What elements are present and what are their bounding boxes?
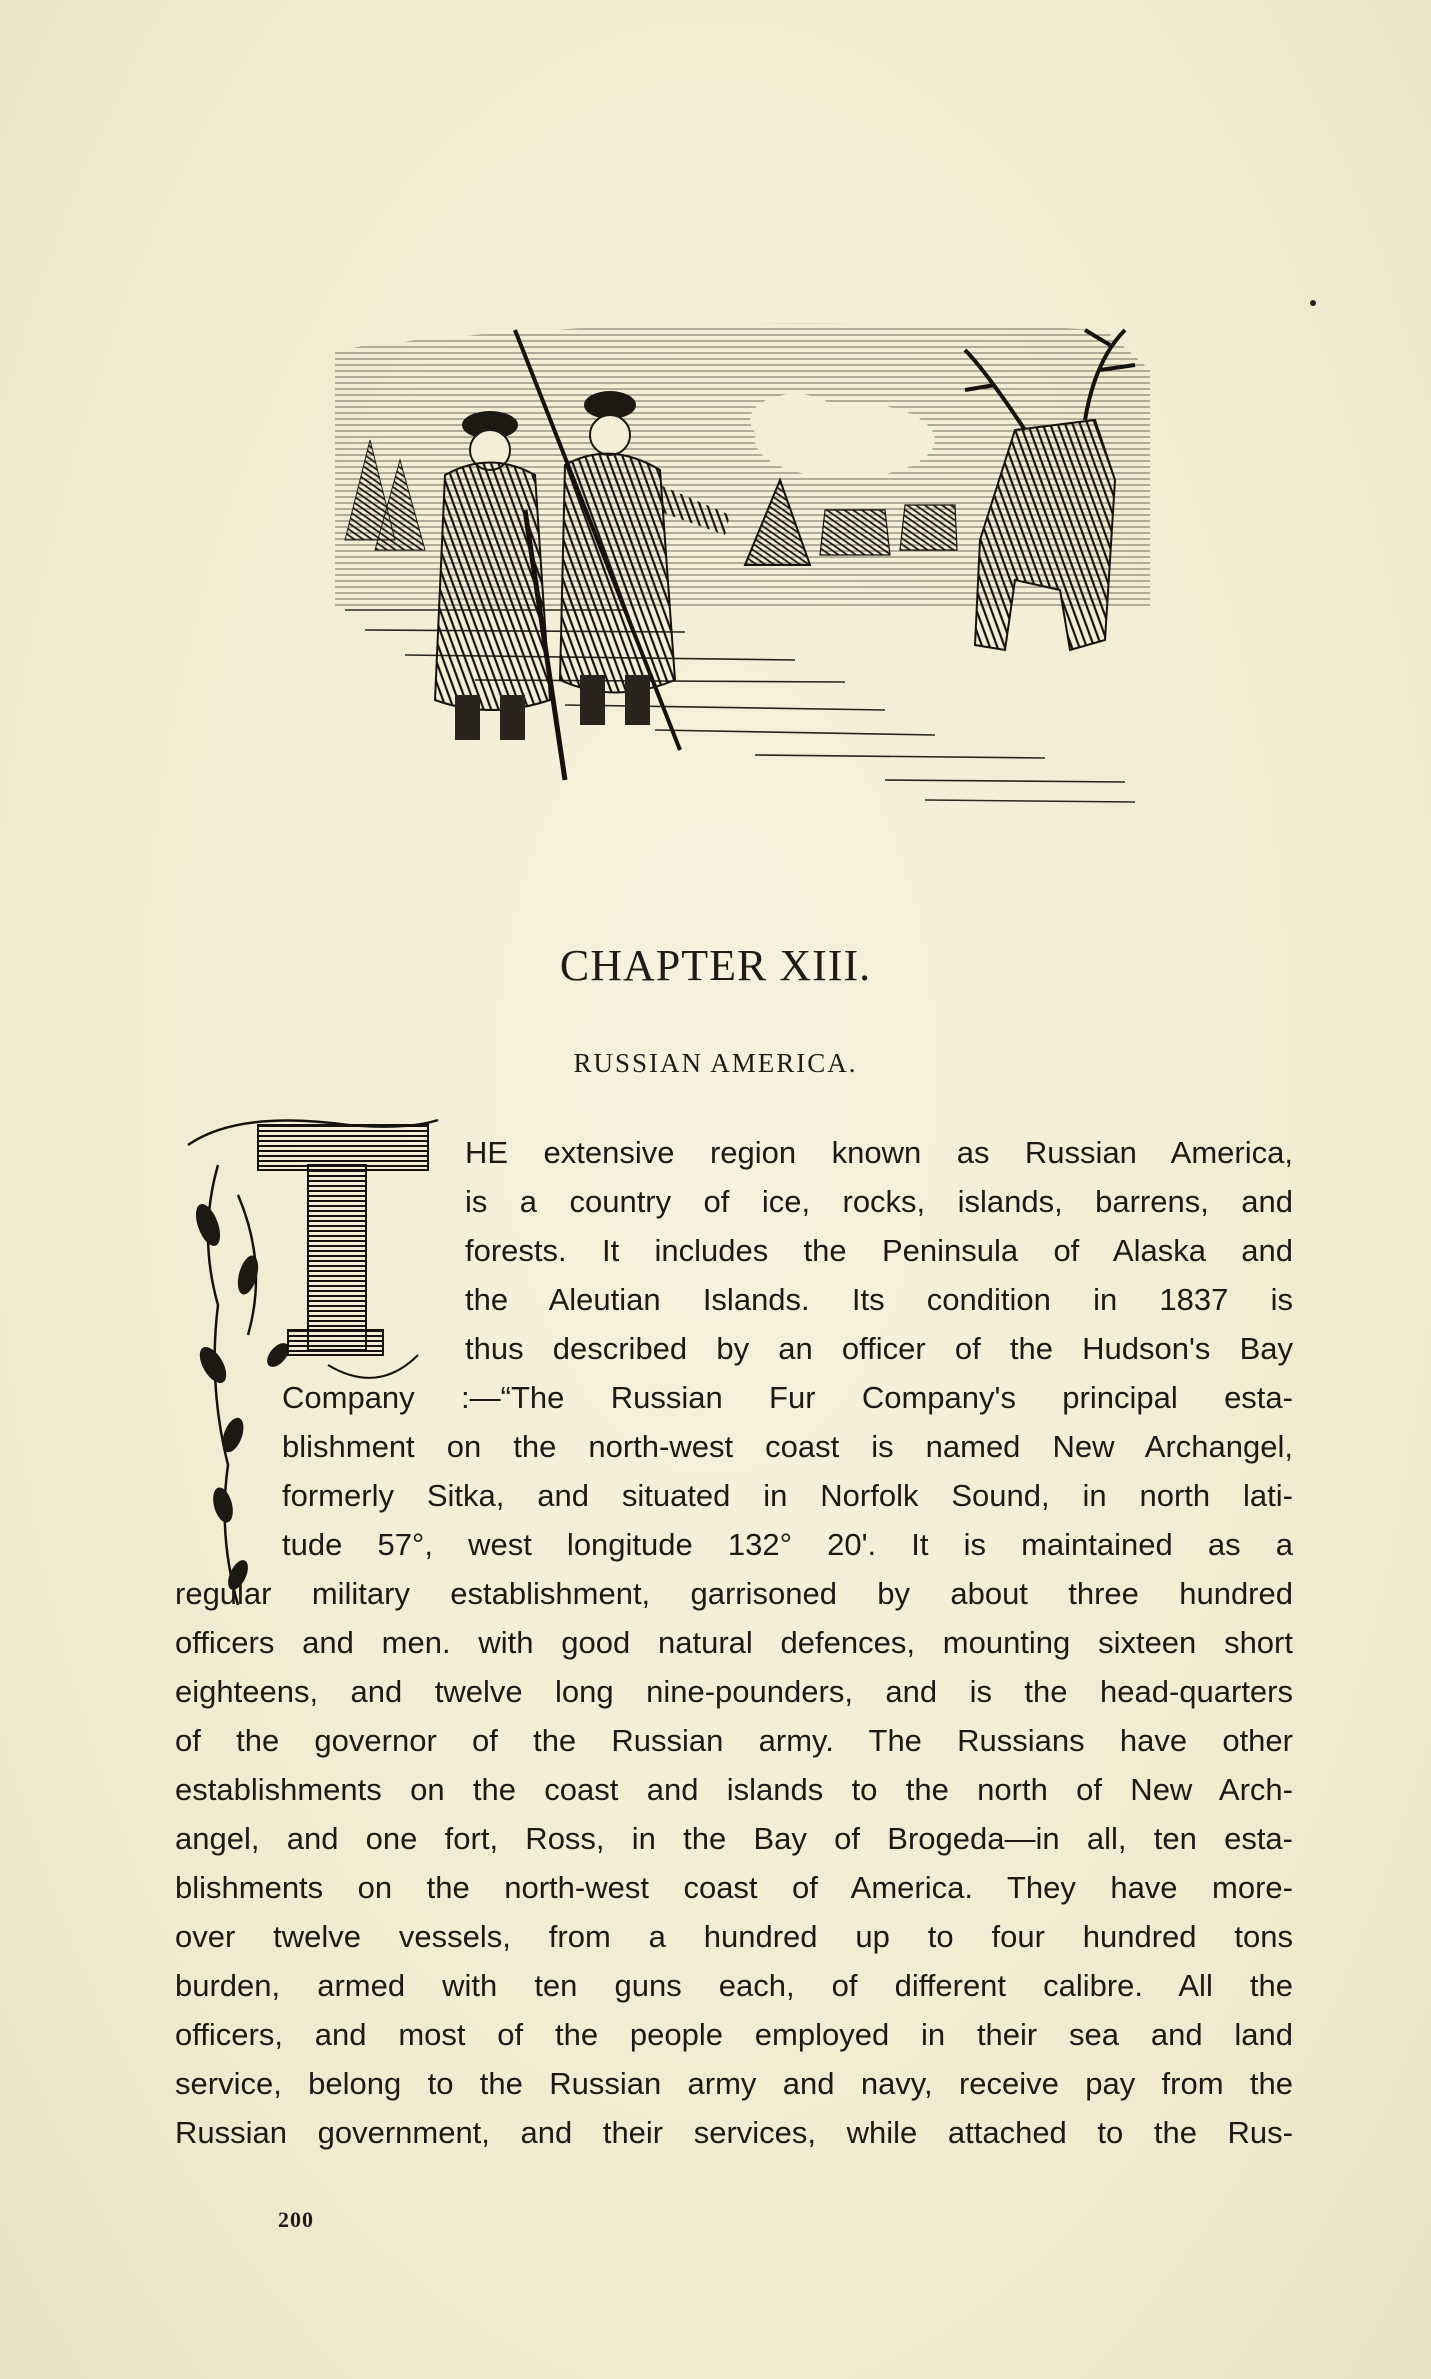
text-line: establishments on the coast and islands to the north of New Arch-	[175, 1772, 1293, 1807]
text-line: blishments on the north-west coast of America. They have more-	[175, 1870, 1293, 1905]
text-line: regular military establishment, garrisoned by about three hundred	[175, 1576, 1293, 1611]
text-line: officers and men. with good natural defences, mounting sixteen short	[175, 1625, 1293, 1660]
ink-speck	[1310, 300, 1316, 306]
text-line: thus described by an officer of the Hudson's Bay	[465, 1331, 1293, 1366]
text-line: angel, and one fort, Ross, in the Bay of Brogeda—in all, ten esta-	[175, 1821, 1293, 1856]
chapter-title: CHAPTER XIII.	[559, 941, 872, 990]
text-line: service, belong to the Russian army and navy, receive pay from the	[175, 2066, 1293, 2101]
text-line: Russian government, and their services, while attached to the Rus-	[175, 2115, 1293, 2150]
chapter-subtitle: RUSSIAN AMERICA.	[573, 1048, 858, 1078]
engraving-illustration	[325, 310, 1165, 820]
text-line: forests. It includes the Peninsula of Alaska and	[465, 1233, 1293, 1268]
text-line: formerly Sitka, and situated in Norfolk Sound, in north lati-	[282, 1478, 1293, 1513]
text-line: of the governor of the Russian army. The Russians have other	[175, 1723, 1293, 1758]
text-line: officers, and most of the people employed in their sea and land	[175, 2017, 1293, 2052]
text-line: blishment on the north-west coast is named New Archangel,	[282, 1429, 1293, 1464]
text-line: Company :—“The Russian Fur Company's principal esta-	[282, 1380, 1293, 1415]
text-line: is a country of ice, rocks, islands, barrens, and	[465, 1184, 1293, 1219]
body-text	[175, 1128, 1293, 2157]
text-line: eighteens, and twelve long nine-pounders, and is the head-quarters	[175, 1674, 1293, 1709]
text-line: HE extensive region known as Russian America,	[465, 1135, 1293, 1170]
text-line: over twelve vessels, from a hundred up to four hundred tons	[175, 1919, 1293, 1954]
text-line: burden, armed with ten guns each, of different calibre. All the	[175, 1968, 1293, 2003]
text-line: tude 57°, west longitude 132° 20'. It is maintained as a	[282, 1527, 1293, 1562]
page-number: 200	[278, 2207, 314, 2232]
text-line: the Aleutian Islands. Its condition in 1837 is	[465, 1282, 1293, 1317]
